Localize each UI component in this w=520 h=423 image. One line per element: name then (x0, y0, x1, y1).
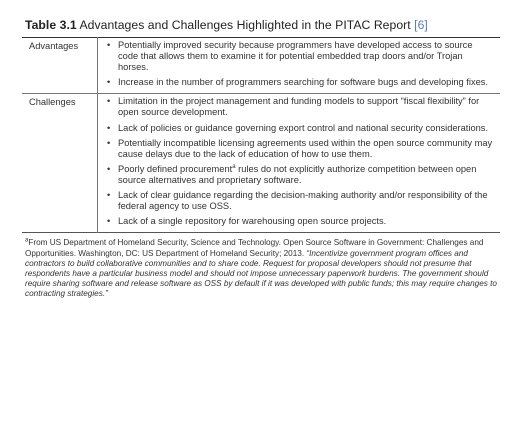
list-item-text: Increase in the number of programmers searching for software bugs and developing fixes. (118, 77, 489, 88)
list-item (106, 138, 494, 160)
row-items-challenges (98, 94, 501, 233)
table-title: Advantages and Challenges Highlighted in the PITAC Report (79, 18, 411, 32)
bullet-marker: • (107, 96, 111, 107)
footnote-quote: “Incentivize government program offices and contractors to build collaborative communities and to share code. Request for proposal developers should not presume that respondents have a particular business model and should not impose unnecessary paperwork burdens. The government should require sharing software and release software as OSS by default if it was developed with public funds; this may require changes to contracting strategies.” (25, 248, 497, 299)
bullet-marker: • (107, 216, 111, 227)
list-item (106, 190, 494, 212)
list-item (106, 77, 494, 88)
bullet-list (106, 40, 494, 88)
row-items-advantages (98, 38, 501, 94)
procurement-text-after: rules do not explicitly authorize competition between open source alternatives and proprietary software. (118, 163, 477, 185)
bullet-marker: • (107, 122, 111, 133)
bullet-marker: • (107, 77, 111, 88)
list-item (106, 96, 494, 118)
table-footnote (25, 238, 501, 299)
pitac-table (22, 37, 500, 233)
table-row-challenges (22, 94, 500, 233)
table-caption (25, 18, 500, 32)
row-category-challenges: Challenges (22, 94, 98, 233)
list-item (106, 216, 494, 227)
document-page (22, 18, 500, 300)
bullet-marker: • (107, 40, 111, 50)
table-number: Table 3.1 (25, 18, 77, 32)
list-item-text: Lack of policies or guidance governing export control and national security considerations. (118, 122, 489, 133)
footnote-reference[interactable]: a (232, 163, 236, 170)
table-row-advantages (22, 38, 500, 94)
list-item (106, 40, 494, 73)
list-item-text (118, 164, 476, 185)
list-item-text: Limitation in the project management and funding models to support “fiscal flexibility” for open source development. (118, 96, 480, 118)
row-category-advantages: Advantages (22, 38, 98, 94)
citation-link[interactable]: [6] (414, 18, 428, 32)
bullet-marker: • (107, 190, 111, 201)
list-item-text: Potentially improved security because programmers have developed access to source code that allows them to examine it for potential embedded trap doors and/or Trojan horses. (118, 40, 473, 73)
footnote-mark: a (25, 237, 29, 244)
bullet-marker: • (107, 137, 111, 148)
bullet-marker: • (107, 163, 111, 174)
bullet-list (106, 96, 494, 227)
list-item (106, 164, 494, 186)
list-item-text: Potentially incompatible licensing agreements used within the open source community may cause delays due to the lack of education of how to use them. (118, 137, 493, 159)
list-item-text: Lack of a single repository for warehousing open source projects. (118, 216, 387, 227)
list-item (106, 123, 494, 134)
list-item-text: Lack of clear guidance regarding the decision-making authority and/or responsibility of the federal agency to use OSS. (118, 190, 488, 212)
footnote-source: From US Department of Homeland Security, Science and Technology. Open Source Software in Government: Challenges and Opportunities. Washington, DC: US Department of Homeland Security; 2013. (25, 238, 484, 258)
procurement-text-before: Poorly defined procurement (118, 163, 233, 174)
